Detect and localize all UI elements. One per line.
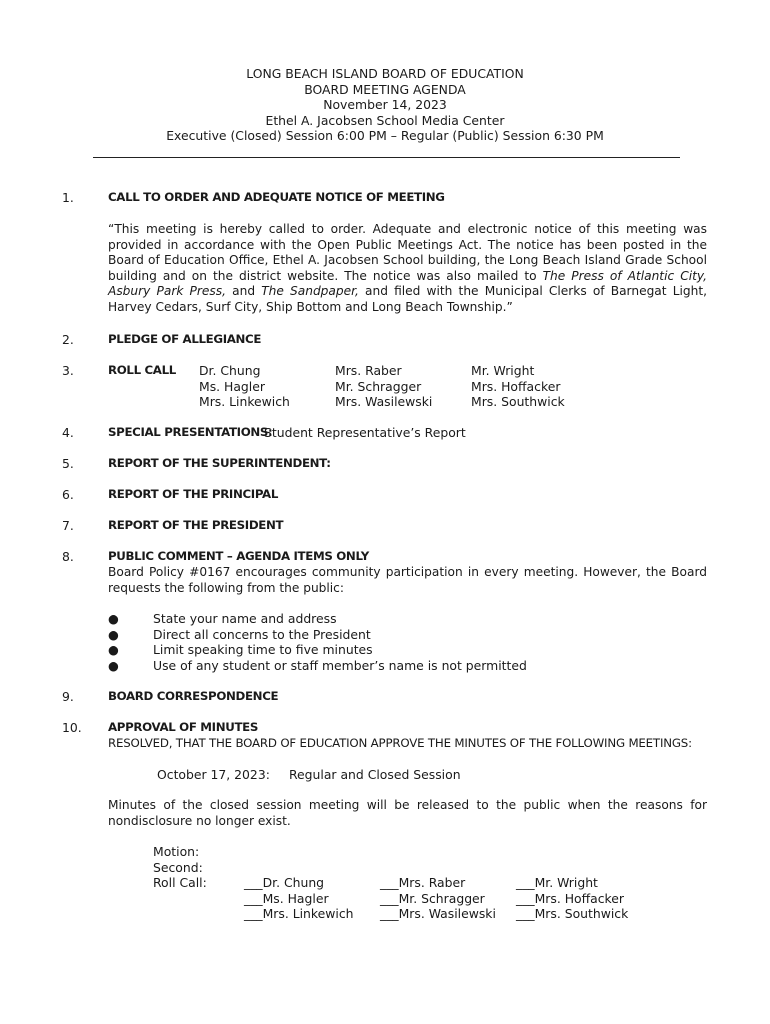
- item-title: PLEDGE OF ALLEGIANCE: [108, 332, 262, 346]
- item-title: SPECIAL PRESENTATIONS:: [108, 425, 273, 439]
- item-number: 10.: [62, 720, 82, 735]
- statement-text-a: “This meeting is hereby called to order. Adequate and electronic notice of this meeting was provided in accordance with the Open Public Meetings Act. The notice has been posted in the Board of Education Office, Ethel A. Jacobsen School building, the Long Beach Island Grade School building and on the district website. The notice was also mailed to: [108, 222, 707, 283]
- member-name: Dr. Chung: [199, 363, 261, 378]
- resolution-text: RESOLVED, THAT THE BOARD OF EDUCATION APPROVE THE MINUTES OF THE FOLLOWING MEETINGS:: [108, 736, 692, 750]
- item-number: 9.: [62, 689, 74, 704]
- vote-column-1: [244, 875, 354, 922]
- call-to-order-statement: [108, 222, 707, 316]
- member-name: Mr. Wright: [471, 363, 535, 378]
- member-name: Mrs. Wasilewski: [335, 394, 433, 410]
- vote-member: ___Dr. Chung: [244, 875, 325, 890]
- publication-1: The Press of Atlantic City, Asbury Park Press,: [108, 268, 708, 299]
- item-title: REPORT OF THE PRINCIPAL: [108, 487, 279, 501]
- item-number: 8.: [62, 549, 74, 564]
- member-name: Mrs. Linkewich: [199, 394, 290, 410]
- closed-session-note: Minutes of the closed session meeting will be released to the public when the reasons for nondisclosure no longer exist.: [108, 798, 707, 828]
- statement-text-b: and: [225, 284, 262, 299]
- bullet-icon: ●: [108, 627, 119, 642]
- member-name: Mr. Schragger: [335, 378, 422, 394]
- header-location: Ethel A. Jacobsen School Media Center: [265, 112, 505, 128]
- item-number: 5.: [62, 456, 74, 471]
- second-label: Second:: [153, 859, 203, 875]
- special-presentation-text: Student Representative’s Report: [264, 425, 466, 440]
- bullet-text: State your name and address: [153, 611, 337, 626]
- header-agenda-title: BOARD MEETING AGENDA: [304, 81, 466, 97]
- vote-member: ___Mrs. Linkewich: [244, 906, 354, 922]
- member-name: Mrs. Southwick: [471, 394, 565, 410]
- item-title: ROLL CALL: [108, 363, 176, 377]
- minutes-date: October 17, 2023:: [157, 767, 270, 782]
- vote-member: ___Ms. Hagler: [244, 890, 329, 906]
- bullet-text: Use of any student or staff member’s name is not permitted: [153, 658, 527, 673]
- vote-column-2: [380, 875, 496, 922]
- member-name: Ms. Hagler: [199, 378, 265, 394]
- member-name: Mrs. Raber: [335, 363, 402, 378]
- item-number: 3.: [62, 363, 74, 378]
- vote-labels: [153, 844, 207, 891]
- header-board-name: LONG BEACH ISLAND BOARD OF EDUCATION: [246, 66, 524, 81]
- bullet-text: Direct all concerns to the President: [153, 627, 371, 642]
- roll-call-column-1: [199, 363, 290, 410]
- item-title: CALL TO ORDER AND ADEQUATE NOTICE OF MEETING: [108, 190, 445, 204]
- bullet-text: Limit speaking time to five minutes: [153, 642, 373, 657]
- item-title: BOARD CORRESPONDENCE: [108, 689, 279, 703]
- statement-text-c: and filed with the Municipal Clerks of Barnegat Light, Harvey Cedars, Surf City, Ship Bottom and Long Beach Township.”: [108, 284, 707, 314]
- roll-call-label: Roll Call:: [153, 875, 207, 891]
- vote-column-3: [516, 875, 628, 922]
- item-title: APPROVAL OF MINUTES: [108, 720, 259, 734]
- item-number: 2.: [62, 332, 74, 347]
- minutes-session-type: Regular and Closed Session: [289, 767, 461, 782]
- public-comment-policy-text: Board Policy #0167 encourages community participation in every meeting. However, the Board requests the following from the public:: [108, 565, 707, 595]
- vote-member: ___Mrs. Wasilewski: [380, 906, 496, 922]
- bullet-icon: ●: [108, 611, 119, 626]
- document-header: [0, 66, 770, 144]
- item-number: 4.: [62, 425, 74, 440]
- publication-2: The Sandpaper,: [261, 284, 359, 299]
- item-title: REPORT OF THE PRESIDENT: [108, 518, 284, 532]
- item-title: REPORT OF THE SUPERINTENDENT:: [108, 456, 331, 470]
- vote-member: ___Mr. Wright: [516, 875, 598, 890]
- roll-call-column-2: [335, 363, 432, 410]
- header-divider: [93, 157, 680, 158]
- vote-member: ___Mrs. Southwick: [516, 906, 629, 922]
- roll-call-column-3: [471, 363, 565, 410]
- bullet-icon: ●: [108, 642, 119, 657]
- vote-member: ___Mrs. Raber: [380, 875, 466, 890]
- motion-label: Motion:: [153, 844, 200, 859]
- item-number: 1.: [62, 190, 74, 205]
- item-number: 7.: [62, 518, 74, 533]
- bullet-icon: ●: [108, 658, 119, 673]
- header-session-times: Executive (Closed) Session 6:00 PM – Regular (Public) Session 6:30 PM: [166, 128, 604, 144]
- item-title: PUBLIC COMMENT – AGENDA ITEMS ONLY: [108, 549, 369, 563]
- vote-member: ___Mrs. Hoffacker: [516, 890, 624, 906]
- item-number: 6.: [62, 487, 74, 502]
- header-date: November 14, 2023: [323, 97, 447, 113]
- member-name: Mrs. Hoffacker: [471, 378, 561, 394]
- vote-member: ___Mr. Schragger: [380, 890, 485, 906]
